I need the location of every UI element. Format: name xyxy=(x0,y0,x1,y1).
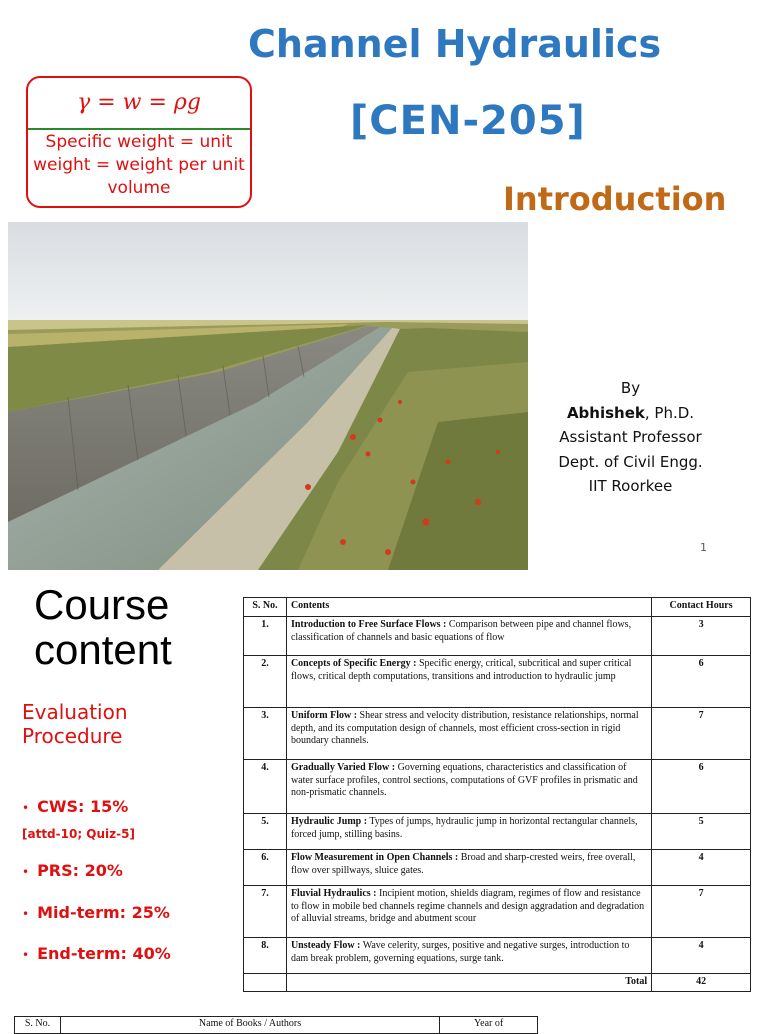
table-total-row xyxy=(244,974,751,992)
row-contents xyxy=(286,814,651,850)
row-topic: Unsteady Flow : xyxy=(290,940,361,951)
row-topic: Hydraulic Jump : xyxy=(290,816,368,827)
row-hours: 7 xyxy=(652,886,751,938)
total-label: Total xyxy=(286,974,651,992)
row-hours: 5 xyxy=(652,814,751,850)
header-sno: S. No. xyxy=(244,598,287,617)
row-contents xyxy=(286,656,651,708)
row-contents xyxy=(286,617,651,656)
table-row xyxy=(244,886,751,938)
header-contents: Contents xyxy=(286,598,651,617)
author-name-line xyxy=(548,401,713,426)
row-contents xyxy=(286,708,651,760)
books-header-name: Name of Books / Authors xyxy=(60,1017,439,1034)
row-topic: Flow Measurement in Open Channels : xyxy=(290,852,459,863)
specific-weight-formula: γ = w = ρg xyxy=(77,90,201,115)
formula-definition: Specific weight = unit weight = weight per unit volume xyxy=(33,132,245,198)
row-contents xyxy=(286,760,651,814)
total-spacer xyxy=(244,974,287,992)
eval-label: CWS: 15% xyxy=(37,797,129,816)
row-topic: Introduction to Free Surface Flows : xyxy=(290,619,447,630)
row-desc: Shear stress and velocity distribution, resistance relationships, normal depth, and its computation design of channels, most efficient cross-section in rigid boundary channels. xyxy=(290,710,639,746)
books-header-row xyxy=(15,1017,538,1034)
author-byline xyxy=(548,376,713,499)
author-position: Assistant Professor xyxy=(559,428,702,446)
table-header-row xyxy=(244,598,751,617)
row-topic: Fluvial Hydraulics : xyxy=(290,888,377,899)
author-degree: , Ph.D. xyxy=(644,403,695,422)
row-topic: Gradually Varied Flow : xyxy=(290,762,396,773)
canal-landscape-image xyxy=(8,222,528,570)
page-number: 1 xyxy=(700,541,707,554)
slide-title: Channel Hydraulics xyxy=(248,22,662,66)
row-sno: 3. xyxy=(244,708,287,760)
formula-divider xyxy=(28,128,250,130)
canal-photo xyxy=(8,222,528,570)
table-row xyxy=(244,760,751,814)
row-desc: Specific energy, critical, subcritical and super critical flows, critical depth computations, transitions and introduction to hydraulic jump xyxy=(290,658,632,682)
eval-item-endterm: • End-term: 40% xyxy=(22,944,171,963)
row-sno: 1. xyxy=(244,617,287,656)
row-sno: 5. xyxy=(244,814,287,850)
formula-callout xyxy=(26,76,252,208)
row-sno: 7. xyxy=(244,886,287,938)
row-desc: Wave celerity, surges, positive and negative surges, introduction to dam break problem, governing equations, surge tank. xyxy=(290,940,630,964)
table-row xyxy=(244,617,751,656)
row-contents xyxy=(286,850,651,886)
books-table xyxy=(14,1016,538,1034)
eval-label: Mid-term: 25% xyxy=(37,903,170,922)
row-topic: Uniform Flow : xyxy=(290,710,358,721)
eval-note-cws: [attd-10; Quiz-5] xyxy=(22,827,135,841)
eval-item-prs: • PRS: 20% xyxy=(22,861,123,880)
books-header-sno: S. No. xyxy=(15,1017,61,1034)
eval-label: PRS: 20% xyxy=(37,861,123,880)
table-row xyxy=(244,708,751,760)
row-topic: Concepts of Specific Energy : xyxy=(290,658,417,669)
row-sno: 6. xyxy=(244,850,287,886)
row-contents xyxy=(286,938,651,974)
row-hours: 6 xyxy=(652,656,751,708)
eval-item-midterm: • Mid-term: 25% xyxy=(22,903,170,922)
books-header-year: Year of xyxy=(440,1017,538,1034)
row-sno: 4. xyxy=(244,760,287,814)
table-row xyxy=(244,814,751,850)
row-hours: 7 xyxy=(652,708,751,760)
by-label: By xyxy=(620,379,641,397)
total-hours: 42 xyxy=(652,974,751,992)
course-code: [CEN-205] xyxy=(350,98,586,144)
row-desc: Incipient motion, shields diagram, regimes of flow and resistance to flow in mobile bed channels regime channels and design aggradation and degradation of alluvial streams, bridge and abutment scour xyxy=(290,888,645,924)
row-desc: Broad and sharp-crested weirs, free overall, flow over spillways, sluice gates. xyxy=(290,852,636,876)
row-sno: 8. xyxy=(244,938,287,974)
eval-item-cws: • CWS: 15% xyxy=(22,797,129,816)
row-desc: Comparison between pipe and channel flows, classification of channels and basic equations of flow xyxy=(290,619,632,643)
author-name: Abhishek xyxy=(566,403,645,422)
table-row xyxy=(244,850,751,886)
row-desc: Types of jumps, hydraulic jump in horizontal rectangular channels, forced jump, stilling basins. xyxy=(290,816,638,840)
row-hours: 6 xyxy=(652,760,751,814)
slide-subtitle: Introduction xyxy=(503,180,727,218)
table-row xyxy=(244,656,751,708)
row-hours: 4 xyxy=(652,938,751,974)
row-contents xyxy=(286,886,651,938)
author-department: Dept. of Civil Engg. xyxy=(558,452,703,471)
course-content-heading: Course content xyxy=(34,581,172,673)
row-hours: 4 xyxy=(652,850,751,886)
course-content-table xyxy=(243,597,751,992)
evaluation-title: Evaluation Procedure xyxy=(22,700,128,748)
row-desc: Governing equations, characteristics and classification of water surface profiles, control sections, computations of GVF profiles in prismatic and non-prismatic channels. xyxy=(290,762,638,798)
row-sno: 2. xyxy=(244,656,287,708)
row-hours: 3 xyxy=(652,617,751,656)
header-hours: Contact Hours xyxy=(652,598,751,617)
author-institute: IIT Roorkee xyxy=(588,477,673,495)
eval-label: End-term: 40% xyxy=(37,944,171,963)
table-row xyxy=(244,938,751,974)
